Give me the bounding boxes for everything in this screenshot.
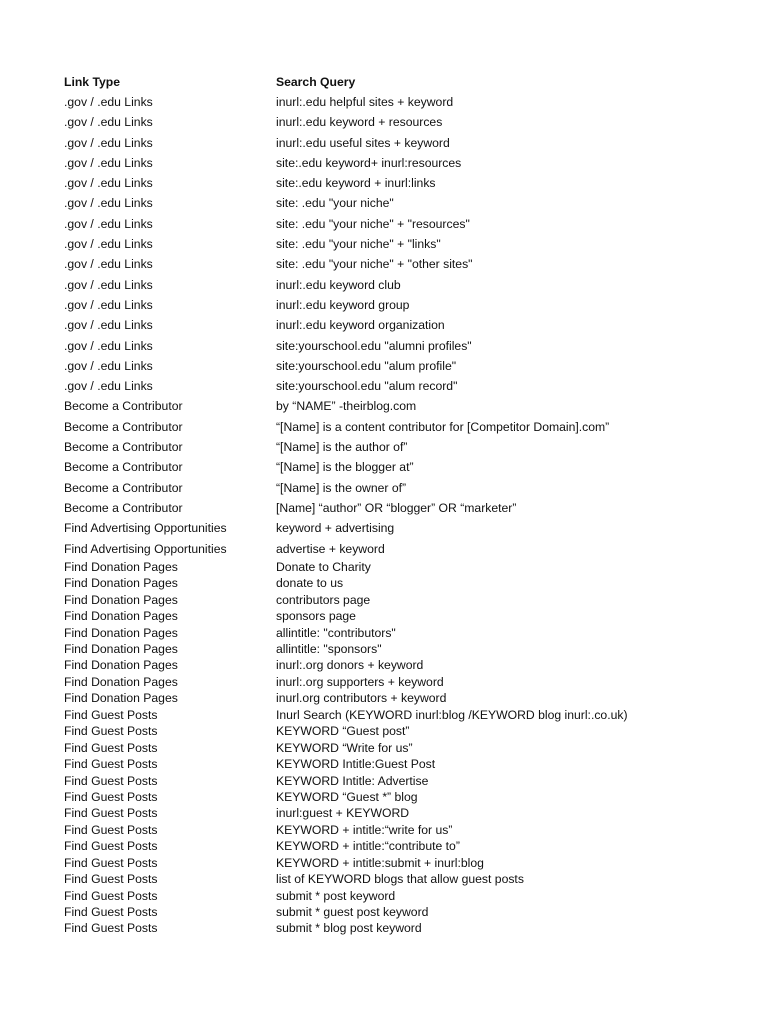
cell-link-type: Find Donation Pages [64, 674, 178, 689]
cell-link-type: .gov / .edu Links [64, 196, 153, 211]
cell-link-type: Become a Contributor [64, 440, 183, 455]
cell-search-query: “[Name] is the author of” [276, 440, 408, 455]
table-row [64, 740, 754, 756]
table-row [64, 133, 754, 153]
cell-link-type: Find Guest Posts [64, 707, 158, 722]
table-row [64, 112, 754, 132]
table-row [64, 641, 754, 657]
cell-search-query: sponsors page [276, 609, 356, 624]
table-row [64, 855, 754, 871]
cell-search-query: inurl:.edu useful sites + keyword [276, 135, 450, 150]
cell-link-type: Find Donation Pages [64, 658, 178, 673]
cell-search-query: keyword + advertising [276, 521, 395, 536]
table-row [64, 838, 754, 854]
cell-search-query: site:yourschool.edu "alumni profiles" [276, 338, 472, 353]
cell-link-type: Become a Contributor [64, 419, 183, 434]
cell-link-type: .gov / .edu Links [64, 176, 153, 191]
cell-search-query: donate to us [276, 576, 344, 591]
cell-link-type: Find Guest Posts [64, 789, 158, 804]
cell-search-query: inurl:.org donors + keyword [276, 658, 424, 673]
cell-search-query: site: .edu "your niche" [276, 196, 394, 211]
cell-link-type: Find Guest Posts [64, 757, 158, 772]
cell-link-type: Find Guest Posts [64, 872, 158, 887]
cell-link-type: .gov / .edu Links [64, 135, 153, 150]
table-row [64, 437, 754, 457]
cell-link-type: Find Donation Pages [64, 642, 178, 657]
cell-link-type: .gov / .edu Links [64, 216, 153, 231]
cell-search-query: inurl:.org supporters + keyword [276, 674, 444, 689]
table-row [64, 592, 754, 608]
cell-search-query: site:yourschool.edu "alum record" [276, 379, 458, 394]
table-row [64, 723, 754, 739]
cell-search-query: submit * post keyword [276, 888, 396, 903]
cell-search-query: inurl:.edu keyword organization [276, 318, 445, 333]
table-row [64, 356, 754, 376]
table-row [64, 805, 754, 821]
table-body [64, 92, 754, 937]
cell-link-type: Become a Contributor [64, 460, 183, 475]
cell-search-query: KEYWORD Intitle: Advertise [276, 773, 429, 788]
cell-search-query: [Name] “author” OR “blogger” OR “marketer” [276, 500, 517, 515]
cell-link-type: Find Guest Posts [64, 888, 158, 903]
cell-search-query: allintitle: "contributors" [276, 625, 396, 640]
cell-search-query: site:.edu keyword + inurl:links [276, 176, 436, 191]
table-row [64, 92, 754, 112]
cell-search-query: advertise + keyword [276, 541, 385, 556]
table-row [64, 234, 754, 254]
cell-search-query: site: .edu "your niche" + "links" [276, 237, 441, 252]
cell-link-type: .gov / .edu Links [64, 237, 153, 252]
cell-link-type: Find Guest Posts [64, 921, 158, 936]
cell-search-query: inurl.org contributors + keyword [276, 691, 447, 706]
cell-link-type: Find Donation Pages [64, 609, 178, 624]
cell-search-query: Donate to Charity [276, 559, 371, 574]
cell-link-type: Find Donation Pages [64, 559, 178, 574]
cell-search-query: site: .edu "your niche" + "other sites" [276, 257, 473, 272]
cell-link-type: .gov / .edu Links [64, 95, 153, 109]
table-row [64, 336, 754, 356]
cell-search-query: site:yourschool.edu "alum profile" [276, 358, 457, 373]
table-row [64, 756, 754, 772]
cell-search-query: site:.edu keyword+ inurl:resources [276, 155, 462, 170]
cell-search-query: allintitle: "sponsors" [276, 642, 382, 657]
table-row [64, 295, 754, 315]
table-row [64, 608, 754, 624]
table-row [64, 888, 754, 904]
cell-search-query: submit * guest post keyword [276, 905, 429, 920]
table-row [64, 417, 754, 437]
cell-link-type: .gov / .edu Links [64, 277, 153, 292]
cell-search-query: KEYWORD “Guest post” [276, 724, 410, 739]
table-row [64, 674, 754, 690]
cell-link-type: Find Donation Pages [64, 691, 178, 706]
cell-link-type: Find Guest Posts [64, 773, 158, 788]
table-row [64, 173, 754, 193]
cell-link-type: Find Guest Posts [64, 822, 158, 837]
cell-search-query: site: .edu "your niche" + "resources" [276, 216, 470, 231]
cell-search-query: “[Name] is the owner of” [276, 480, 407, 495]
cell-search-query: KEYWORD + intitle:“write for us” [276, 822, 453, 837]
cell-link-type: Find Guest Posts [64, 855, 158, 870]
cell-search-query: inurl:.edu keyword club [276, 277, 401, 292]
table-header-row [64, 72, 754, 92]
cell-link-type: Find Donation Pages [64, 625, 178, 640]
table-row [64, 789, 754, 805]
table-row [64, 254, 754, 274]
cell-search-query: KEYWORD “Guest *” blog [276, 789, 418, 804]
cell-search-query: “[Name] is the blogger at” [276, 460, 414, 475]
table-row [64, 920, 754, 936]
table-row [64, 559, 754, 575]
cell-link-type: .gov / .edu Links [64, 155, 153, 170]
table-row [64, 657, 754, 673]
cell-link-type: Find Donation Pages [64, 576, 178, 591]
cell-search-query: inurl:.edu keyword group [276, 297, 410, 312]
table-row [64, 904, 754, 920]
cell-link-type: Find Guest Posts [64, 740, 158, 755]
cell-link-type: .gov / .edu Links [64, 338, 153, 353]
cell-link-type: Find Donation Pages [64, 592, 178, 607]
table-row [64, 498, 754, 518]
cell-link-type: Find Guest Posts [64, 806, 158, 821]
cell-link-type: Find Guest Posts [64, 724, 158, 739]
table-row [64, 457, 754, 477]
table-row [64, 376, 754, 396]
cell-search-query: list of KEYWORD blogs that allow guest posts [276, 872, 524, 887]
table-row [64, 478, 754, 498]
cell-link-type: Find Advertising Opportunities [64, 541, 227, 556]
cell-link-type: .gov / .edu Links [64, 358, 153, 373]
table-row [64, 690, 754, 706]
cell-link-type: Become a Contributor [64, 480, 183, 495]
table-row [64, 707, 754, 723]
cell-search-query: by “NAME” -theirblog.com [276, 399, 417, 414]
search-query-table [64, 72, 754, 937]
cell-search-query: KEYWORD Intitle:Guest Post [276, 757, 436, 772]
cell-search-query: KEYWORD + intitle:submit + inurl:blog [276, 855, 484, 870]
cell-link-type: Become a Contributor [64, 500, 183, 515]
cell-search-query: KEYWORD + intitle:“contribute to” [276, 839, 460, 854]
table-row [64, 539, 754, 559]
cell-link-type: Become a Contributor [64, 399, 183, 414]
cell-search-query: KEYWORD “Write for us” [276, 740, 413, 755]
table-row [64, 575, 754, 591]
cell-link-type: Find Guest Posts [64, 905, 158, 920]
table-row [64, 396, 754, 416]
cell-link-type: .gov / .edu Links [64, 318, 153, 333]
table-row [64, 773, 754, 789]
cell-link-type: .gov / .edu Links [64, 297, 153, 312]
table-row [64, 315, 754, 335]
table-row [64, 871, 754, 887]
cell-search-query: inurl:.edu keyword + resources [276, 115, 443, 130]
table-row [64, 625, 754, 641]
cell-link-type: Find Guest Posts [64, 839, 158, 854]
cell-search-query: contributors page [276, 592, 371, 607]
table-row [64, 214, 754, 234]
cell-link-type: .gov / .edu Links [64, 115, 153, 130]
cell-link-type: .gov / .edu Links [64, 257, 153, 272]
table-row [64, 275, 754, 295]
cell-link-type: Find Advertising Opportunities [64, 521, 227, 536]
header-search-query: Search Query [276, 75, 356, 89]
cell-search-query: inurl:guest + KEYWORD [276, 806, 410, 821]
cell-search-query: submit * blog post keyword [276, 921, 422, 936]
table-row [64, 153, 754, 173]
table-row [64, 822, 754, 838]
cell-link-type: .gov / .edu Links [64, 379, 153, 394]
table-row [64, 518, 754, 538]
cell-search-query: Inurl Search (KEYWORD inurl:blog /KEYWORD blog inurl:.co.uk) [276, 707, 628, 722]
cell-search-query: “[Name] is a content contributor for [Competitor Domain].com” [276, 419, 610, 434]
header-link-type: Link Type [64, 75, 120, 89]
cell-search-query: inurl:.edu helpful sites + keyword [276, 95, 454, 109]
table-row [64, 193, 754, 213]
